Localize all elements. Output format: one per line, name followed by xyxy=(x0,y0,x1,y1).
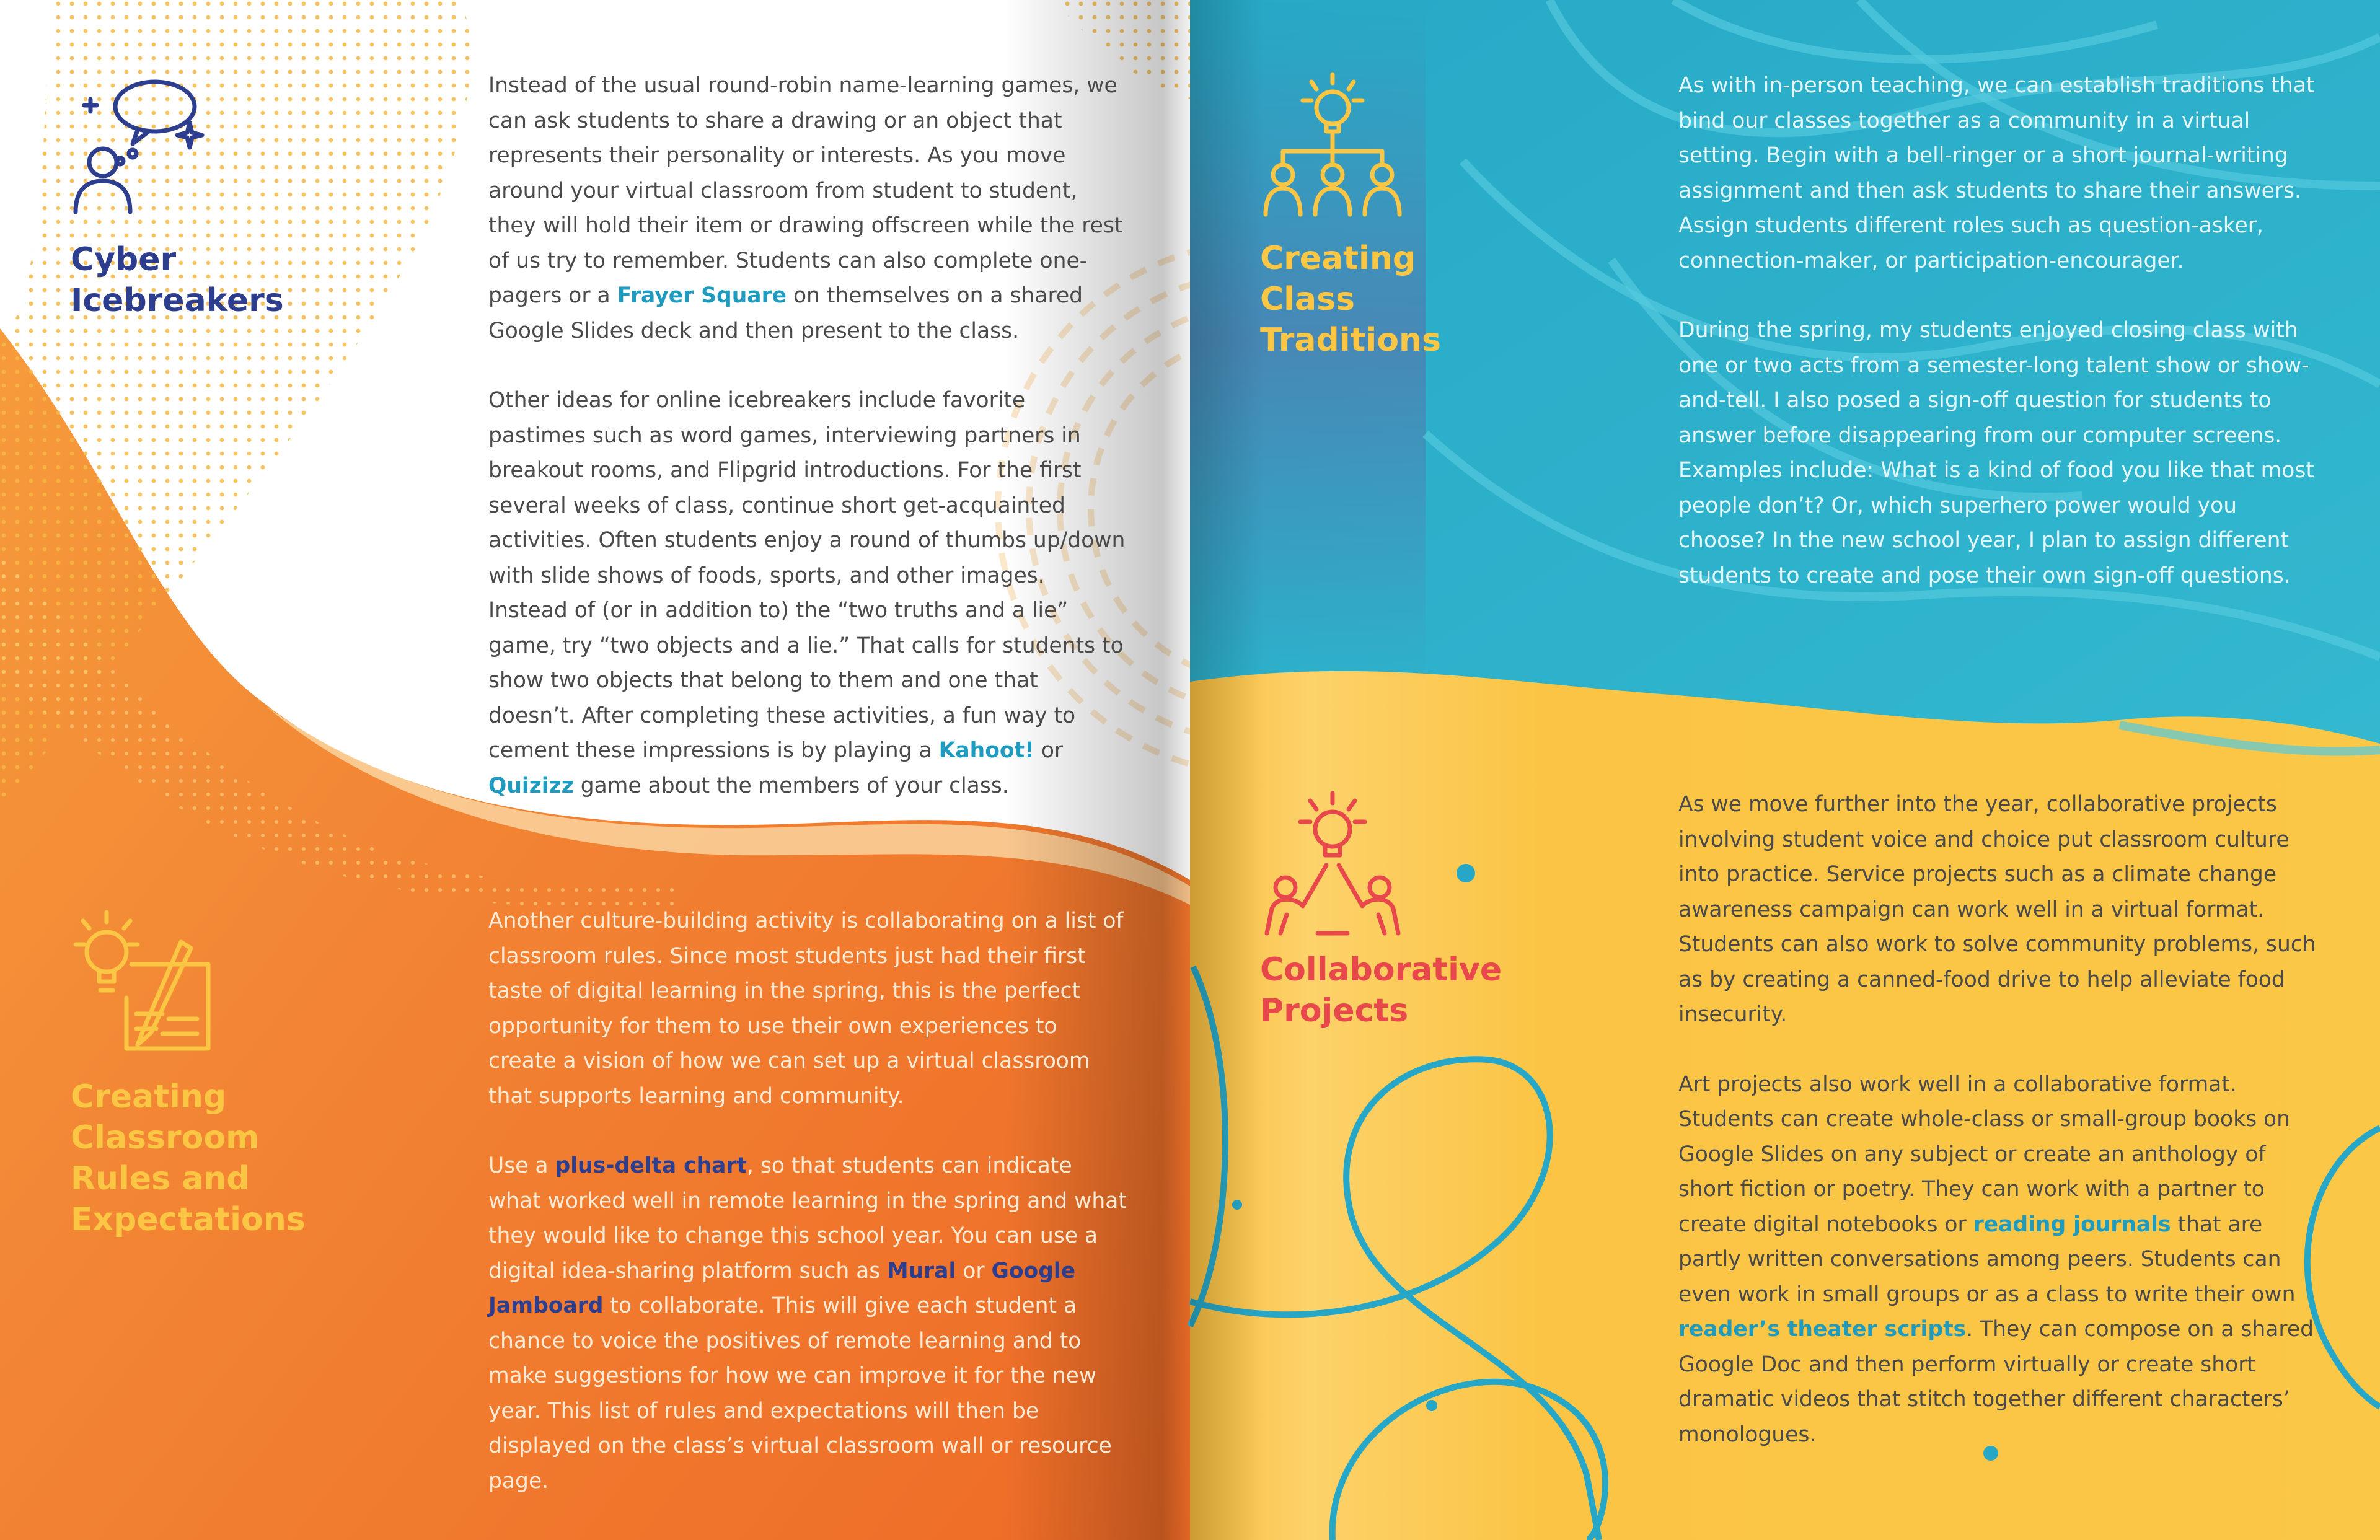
paragraph: During the spring, my students enjoyed closing class with one or two acts from a semester-long talent show or show-and-tell. I also posed a sign-off question for students to answer before disappearing from our computer screens. Examples include: What is a kind of food you like that most people don’t? Or, which superhero power would you choose? In the new school year, I plan to assign different students to create and pose their own sign-off questions. xyxy=(1678,318,2314,588)
text-run: that are partly written conversations among peers. Students can even work in small groups or as a class to write their own xyxy=(1678,1212,2296,1307)
text-run: Art projects also work well in a collaborative format. Students can create whole-class or small-group books on Google Slides on any subject or create an anthology of short fiction or poetry. They can work with a partner to create digital notebooks or xyxy=(1678,1071,2291,1237)
link-plus-delta-chart[interactable]: plus-delta chart xyxy=(555,1153,747,1178)
paragraph xyxy=(1678,1067,2317,1453)
text-run: on themselves on a shared Google Slides deck and then present to the class. xyxy=(488,283,1083,343)
paragraph: Another culture-building activity is collaborating on a list of classroom rules. Since most students just had their first taste of digital learning in the spring, this is the perfect opportunity for them to use their own experiences to create a vision of how we can set up a virtual classroom that supports learning and community. xyxy=(488,909,1124,1109)
link-reading-journals[interactable]: reading journals xyxy=(1973,1212,2171,1237)
text-run: to collaborate. This will give each student a chance to voice the positives of remote learning and to make suggestions for how we can improve it for the new year. This list of rules and expectations will then be displayed on the class’s virtual classroom wall or resource page. xyxy=(488,1293,1112,1494)
text-run: , so that students can indicate what worked well in remote learning in the spring and what they would like to change this school year. You can use a digital idea-sharing platform such as xyxy=(488,1153,1127,1283)
text-run: . They can compose on a shared Google Doc and then perform virtually or create short dramatic videos that stitch together different characters’ monologues. xyxy=(1678,1317,2314,1447)
section-heading xyxy=(71,1076,306,1240)
section-body xyxy=(488,904,1127,1498)
text-run: Use a xyxy=(488,1153,555,1178)
lightbulb-pencil-icon xyxy=(69,905,218,1054)
link-google-jamboard[interactable]: Google Jamboard xyxy=(488,1258,1076,1318)
section-body xyxy=(488,68,1127,803)
heading-line: Classroom xyxy=(71,1119,260,1156)
section-heading xyxy=(71,239,284,321)
text-run: or xyxy=(1034,738,1064,763)
heading-line: Icebreakers xyxy=(71,282,284,319)
section-body xyxy=(1678,68,2317,593)
link-frayer-square[interactable]: Frayer Square xyxy=(617,283,787,308)
heading-line: Creating xyxy=(71,1078,227,1115)
text-run: game about the members of your class. xyxy=(573,773,1009,798)
lightbulb-group-icon xyxy=(1258,72,1407,221)
lightbulb-collaboration-icon xyxy=(1258,791,1407,939)
heading-line: Traditions xyxy=(1260,322,1441,359)
text-run: Other ideas for online icebreakers include favorite pastimes such as word games, interviewing partners in breakout rooms, and Flipgrid introductions. For the first several weeks of class, continue short get-acquainted activities. Often students enjoy a round of thumbs up/down with slide shows of foods, sports, and other images. Instead of (or in addition to) the “two truths and a lie” game, try “two objects and a lie.” That calls for students to show two objects that belong to them and one that doesn’t. After completing these activities, a fun way to cement these impressions is by playing a xyxy=(488,388,1126,763)
heading-line: Collaborative xyxy=(1260,951,1502,988)
heading-line: Rules and xyxy=(71,1160,250,1197)
paragraph xyxy=(488,1148,1127,1498)
paragraph xyxy=(488,68,1127,348)
section-body xyxy=(1678,787,2317,1452)
link-kahoot[interactable]: Kahoot! xyxy=(938,738,1034,763)
people-thinking-icon xyxy=(68,68,217,217)
heading-line: Projects xyxy=(1260,992,1409,1029)
link-readers-theater-scripts[interactable]: reader’s theater scripts xyxy=(1678,1317,1967,1342)
section-heading xyxy=(1260,238,1441,361)
section-heading xyxy=(1260,949,1502,1031)
paragraph: As we move further into the year, collaborative projects involving student voice and choice put classroom culture into practice. Service projects such as a climate change awareness campaign can work well in a virtual format. Students can also work to solve community problems, such as by creating a canned-food drive to help alleviate food insecurity. xyxy=(1678,792,2316,1027)
paragraph: As with in-person teaching, we can establish traditions that bind our classes together as a community in a virtual setting. Begin with a bell-ringer or a short journal-writing assignment and then ask students to share their answers. Assign students different roles such as question-asker, connection-maker, or participation-encourager. xyxy=(1678,73,2315,273)
heading-line: Cyber xyxy=(71,241,177,278)
paragraph xyxy=(488,383,1127,803)
link-quizizz[interactable]: Quizizz xyxy=(488,773,574,798)
link-mural[interactable]: Mural xyxy=(887,1258,956,1283)
text-run: or xyxy=(956,1258,992,1283)
heading-line: Creating Class xyxy=(1260,240,1416,318)
text-run: Instead of the usual round-robin name-learning games, we can ask students to share a drawing or an object that represents their personality or interests. As you move around your virtual classroom from student to student, they will hold their item or drawing offscreen while the rest of us try to remember. Students can also complete one-pagers or a xyxy=(488,73,1123,308)
heading-line: Expectations xyxy=(71,1201,306,1238)
